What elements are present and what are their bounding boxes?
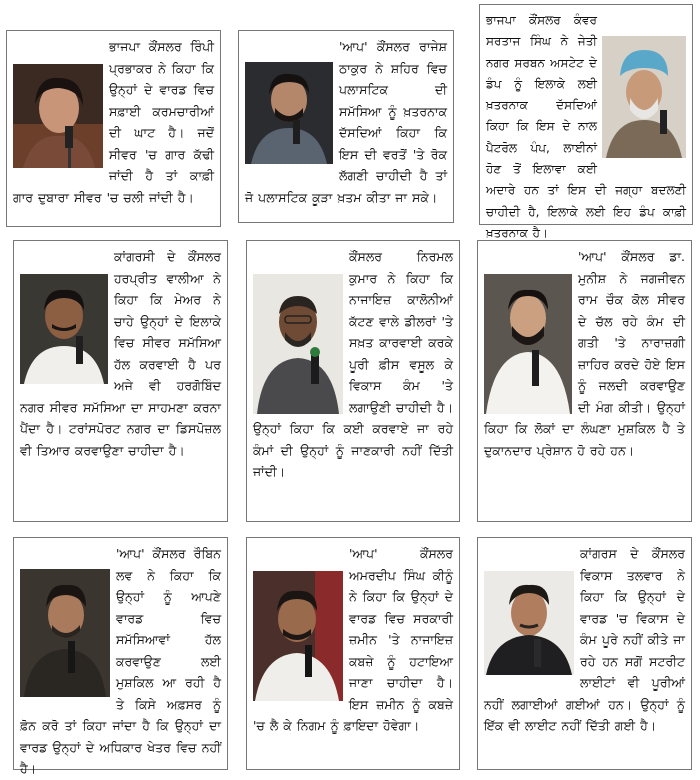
- councillor-statement-vikas: ਕਾਂਗਰਸ ਦੇ ਕੌਂਸਲਰ ਵਿਕਾਸ ਤਲਵਾਰ ਨੇ ਕਿਹਾ ਕਿ ਉਨ੍ਹਾਂ ਦੇ ਵਾਰਡ 'ਚ ਵਿਕਾਸ ਦੇ ਕੰਮ ਪੂਰੇ ਨਹੀਂ ਕੀਤੇ ਜਾ ਰਹੇ ਹਨ ਸਗੋਂ ਸਟਰੀਟ ਲਾਈਟਾਂ ਵੀ ਪੂਰੀਆਂ ਨਹੀਂ ਲਗਾਈਆਂ ਗਈਆਂ ਹਨ। ਉਨ੍ਹਾਂ ਨੂੰ ਇੱਕ ਵੀ ਲਾਈਟ ਨਹੀਂ ਦਿੱਤੀ ਗਈ ਹੈ।: [484, 546, 685, 733]
- councillor-card-kanwar: [479, 4, 693, 240]
- councillor-card-vikas: [477, 537, 692, 770]
- councillor-photo-nirmal: [253, 274, 343, 414]
- councillor-card-rajesh: [238, 30, 454, 223]
- councillor-statement-munish: 'ਆਪ' ਕੌਂਸਲਰ ਡਾ. ਮੁਨੀਸ਼ ਨੇ ਜਗਜੀਵਨ ਰਾਮ ਚੌਕ ਕੋਲ ਸੀਵਰ ਦੇ ਚੱਲ ਰਹੇ ਕੰਮ ਦੀ ਗਤੀ 'ਤੇ ਨਾਰਾਜ਼ਗੀ ਜ਼ਾਹਿਰ ਕਰਦੇ ਹੋਏ ਇਸ ਨੂੰ ਜਲਦੀ ਕਰਵਾਉਣ ਦੀ ਮੰਗ ਕੀਤੀ। ਉਨ੍ਹਾਂ ਕਿਹਾ ਕਿ ਲੋਕਾਂ ਦਾ ਲੰਘਣਾ ਮੁਸ਼ਕਿਲ ਹੈ ਤੇ ਦੁਕਾਨਦਾਰ ਪ੍ਰੇਸ਼ਾਨ ਹੋ ਰਹੇ ਹਨ।: [484, 249, 685, 458]
- councillor-card-amardeep: [246, 537, 460, 770]
- councillor-photo-kanwar: [602, 36, 686, 158]
- councillor-card-munish: [477, 240, 692, 522]
- councillor-statement-nirmal: ਕੌਂਸਲਰ ਨਿਰਮਲ ਕੁਮਾਰ ਨੇ ਕਿਹਾ ਕਿ ਨਾਜਾਇਜ਼ ਕਾਲੋਨੀਆਂ ਕੱਟਣ ਵਾਲੇ ਡੀਲਰਾਂ 'ਤੇ ਸਖ਼ਤ ਕਾਰਵਾਈ ਕਰਕੇ ਪੂਰੀ ਫ਼ੀਸ ਵਸੂਲ ਕੇ ਵਿਕਾਸ ਕੰਮ 'ਤੇ ਲਗਾਉਣੀ ਚਾਹੀਦੀ ਹੈ। ਉਨ੍ਹਾਂ ਕਿਹਾ ਕਿ ਕਈ ਕਰਵਾਏ ਜਾ ਰਹੇ ਕੰਮਾਂ ਦੀ ਉਨ੍ਹਾਂ ਨੂੰ ਜਾਣਕਾਰੀ ਨਹੀਂ ਦਿੱਤੀ ਜਾਂਦੀ।: [253, 249, 453, 479]
- councillor-statement-amardeep: 'ਆਪ' ਕੌਂਸਲਰ ਅਮਰਦੀਪ ਸਿੰਘ ਕੀਨੂੰ ਨੇ ਕਿਹਾ ਕਿ ਉਨ੍ਹਾਂ ਦੇ ਵਾਰਡ ਵਿਚ ਸਰਕਾਰੀ ਜ਼ਮੀਨ 'ਤੇ ਨਾਜਾਇਜ਼ ਕਬਜ਼ੇ ਨੂੰ ਹਟਾਇਆ ਜਾਣਾ ਚਾਹੀਦਾ ਹੈ। ਇਸ ਜ਼ਮੀਨ ਨੂੰ ਕਬਜ਼ੇ 'ਚ ਲੈ ਕੇ ਨਿਗਮ ਨੂੰ ਫ਼ਾਇਦਾ ਹੋਵੇਗਾ।: [253, 546, 453, 733]
- councillor-photo-robin: [20, 569, 110, 697]
- councillor-card-rippy: [6, 30, 221, 227]
- councillor-photo-rajesh: [245, 62, 333, 164]
- councillor-statement-robin: 'ਆਪ' ਕੌਂਸਲਰ ਰੌਬਿਨ ਲਵ ਨੇ ਕਿਹਾ ਕਿ ਉਨ੍ਹਾਂ ਨੂੰ ਆਪਣੇ ਵਾਰਡ ਵਿਚ ਸਮੱਸਿਆਵਾਂ ਹੱਲ ਕਰਵਾਉਣ ਲਈ ਮੁਸ਼ਕਿਲ ਆ ਰਹੀ ਹੈ ਤੇ ਕਿਸੇ ਅਫ਼ਸਰ ਨੂੰ ਫ਼ੋਨ ਕਰੋ ਤਾਂ ਕਿਹਾ ਜਾਂਦਾ ਹੈ ਕਿ ਉਨ੍ਹਾਂ ਦਾ ਵਾਰਡ ਉਨ੍ਹਾਂ ਦੇ ਅਧਿਕਾਰ ਖੇਤਰ ਵਿਚ ਨਹੀਂ ਹੈ।: [20, 546, 221, 776]
- councillor-statement-rajesh: 'ਆਪ' ਕੌਂਸਲਰ ਰਾਜੇਸ਼ ਠਾਕੁਰ ਨੇ ਸ਼ਹਿਰ ਵਿਚ ਪਲਾਸਟਿਕ ਦੀ ਸਮੱਸਿਆ ਨੂੰ ਖ਼ਤਰਨਾਕ ਦੱਸਦਿਆਂ ਕਿਹਾ ਕਿ ਇਸ ਦੀ ਵਰਤੋਂ 'ਤੇ ਰੋਕ ਲੱਗਣੀ ਚਾਹੀਦੀ ਹੈ ਤਾਂ ਜੋ ਪਲਾਸਟਿਕ ਕੂੜਾ ਖ਼ਤਮ ਕੀਤਾ ਜਾ ਸਕੇ।: [245, 39, 447, 205]
- councillor-photo-amardeep: [253, 571, 343, 701]
- councillor-statement-harpreet: ਕਾਂਗਰਸੀ ਦੇ ਕੌਂਸਲਰ ਹਰਪ੍ਰੀਤ ਵਾਲੀਆ ਨੇ ਕਿਹਾ ਕਿ ਮੇਅਰ ਨੇ ਚਾਹੇ ਉਨ੍ਹਾਂ ਦੇ ਇਲਾਕੇ ਵਿਚ ਸੀਵਰ ਸਮੱਸਿਆ ਹੱਲ ਕਰਵਾਈ ਹੈ ਪਰ ਅਜੇ ਵੀ ਹਰਗੋਬਿੰਦ ਨਗਰ ਸੀਵਰ ਸਮੱਸਿਆ ਦਾ ਸਾਹਮਣਾ ਕਰਨਾ ਪੈਂਦਾ ਹੈ। ਟਰਾਂਸਪੋਰਟ ਨਗਰ ਦਾ ਡਿਸਪੋਜ਼ਲ ਵੀ ਤਿਆਰ ਕਰਵਾਉਣਾ ਚਾਹੀਦਾ ਹੈ।: [20, 249, 221, 458]
- councillor-card-harpreet: [13, 240, 228, 522]
- councillor-card-nirmal: [246, 240, 460, 522]
- councillor-photo-munish: [484, 274, 572, 414]
- councillor-photo-harpreet: [20, 274, 108, 384]
- councillor-photo-rippy: [13, 64, 103, 168]
- councillor-photo-vikas: [484, 571, 574, 675]
- councillor-card-robin: [13, 537, 228, 776]
- councillor-statement-rippy: ਭਾਜਪਾ ਕੌਂਸਲਰ ਰਿੰਪੀ ਪ੍ਰਭਾਕਰ ਨੇ ਕਿਹਾ ਕਿ ਉਨ੍ਹਾਂ ਦੇ ਵਾਰਡ ਵਿਚ ਸਫ਼ਾਈ ਕਰਮਚਾਰੀਆਂ ਦੀ ਘਾਟ ਹੈ। ਜਦੋਂ ਸੀਵਰ 'ਚ ਗਾਰ ਕੱਢੀ ਜਾਂਦੀ ਹੈ ਤਾਂ ਕਾਫ਼ੀ ਗਾਰ ਦੁਬਾਰਾ ਸੀਵਰ 'ਚ ਚਲੀ ਜਾਂਦੀ ਹੈ।: [13, 39, 214, 205]
- councillor-statement-kanwar: ਭਾਜਪਾ ਕੌਂਸਲਰ ਕੰਵਰ ਸਰਤਾਜ ਸਿੰਘ ਨੇ ਜੇਤੀ ਨਗਰ ਸਰਬਨ ਅਸਟੇਟ ਦੇ ਡੰਪ ਨੂੰ ਇਲਾਕੇ ਲਈ ਖ਼ਤਰਨਾਕ ਦੱਸਦਿਆਂ ਕਿਹਾ ਕਿ ਇਸ ਦੇ ਨਾਲ ਪੈਟਰੋਲ ਪੰਪ, ਲਾਈਨਾਂ ਹੋਣ ਤੋਂ ਇਲਾਵਾ ਕਈ ਅਦਾਰੇ ਹਨ ਤਾਂ ਇਸ ਦੀ ਜਗ੍ਹਾ ਬਦਲਣੀ ਚਾਹੀਦੀ ਹੈ, ਇਲਾਕੇ ਲਈ ਇਹ ਡੰਪ ਕਾਫ਼ੀ ਖ਼ਤਰਨਾਕ ਹੈ।: [486, 13, 686, 240]
